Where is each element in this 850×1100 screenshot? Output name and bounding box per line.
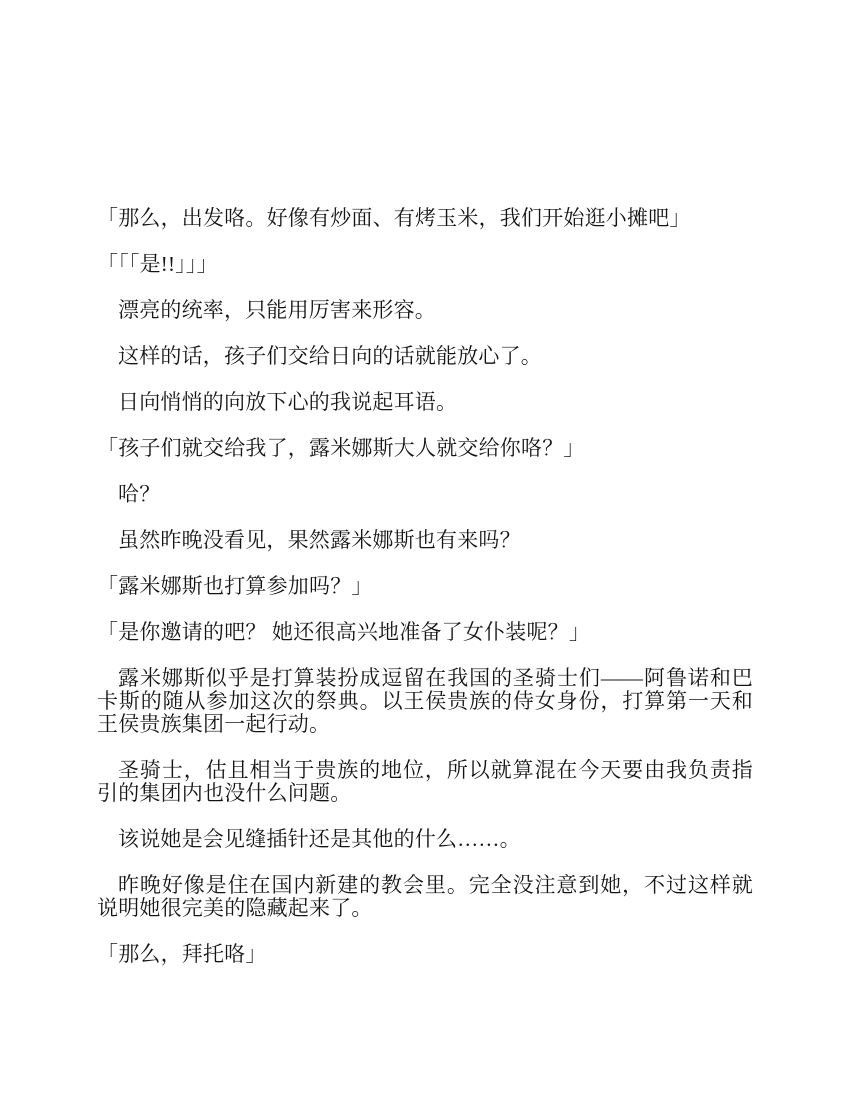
- paragraph-narration: 这样的话，孩子们交给日向的话就能放心了。: [118, 344, 542, 368]
- paragraph-narration: 昨晚好像是住在国内新建的教会里。完全没注意到她，不过这样就说明她很完美的隐藏起来了。: [97, 873, 753, 920]
- paragraph-narration: 圣骑士，估且相当于贵族的地位，所以就算混在今天要由我负责指引的集团内也没什么问题。: [97, 758, 753, 805]
- paragraph-dialogue: 「露米娜斯也打算参加吗？」: [97, 574, 373, 598]
- paragraph-narration: 虽然昨晚没看见，果然露米娜斯也有来吗？: [118, 528, 521, 552]
- paragraph-dialogue: 「「「是!!」」」: [97, 252, 218, 276]
- paragraph-dialogue: 「孩子们就交给我了，露米娜斯大人就交给你咯？」: [97, 436, 585, 460]
- paragraph-narration: 露米娜斯似乎是打算装扮成逗留在我国的圣骑士们——阿鲁诺和巴卡斯的随从参加这次的祭典。以王侯贵族的侍女身份，打算第一天和王侯贵族集团一起行动。: [97, 666, 753, 736]
- paragraph-dialogue: 「是你邀请的吧？ 她还很高兴地准备了女仆装呢？」: [97, 620, 591, 644]
- paragraph-narration: 该说她是会见缝插针还是其他的什么……。: [118, 827, 521, 851]
- paragraph-dialogue: 「那么，拜托咯」: [97, 942, 267, 966]
- paragraph-narration: 漂亮的统率，只能用厉害来形容。: [118, 298, 436, 322]
- paragraph-narration: 日向悄悄的向放下心的我说起耳语。: [118, 390, 458, 414]
- paragraph-narration: 哈？: [118, 482, 161, 506]
- paragraph-dialogue: 「那么，出发咯。好像有炒面、有烤玉米，我们开始逛小摊吧」: [97, 206, 691, 230]
